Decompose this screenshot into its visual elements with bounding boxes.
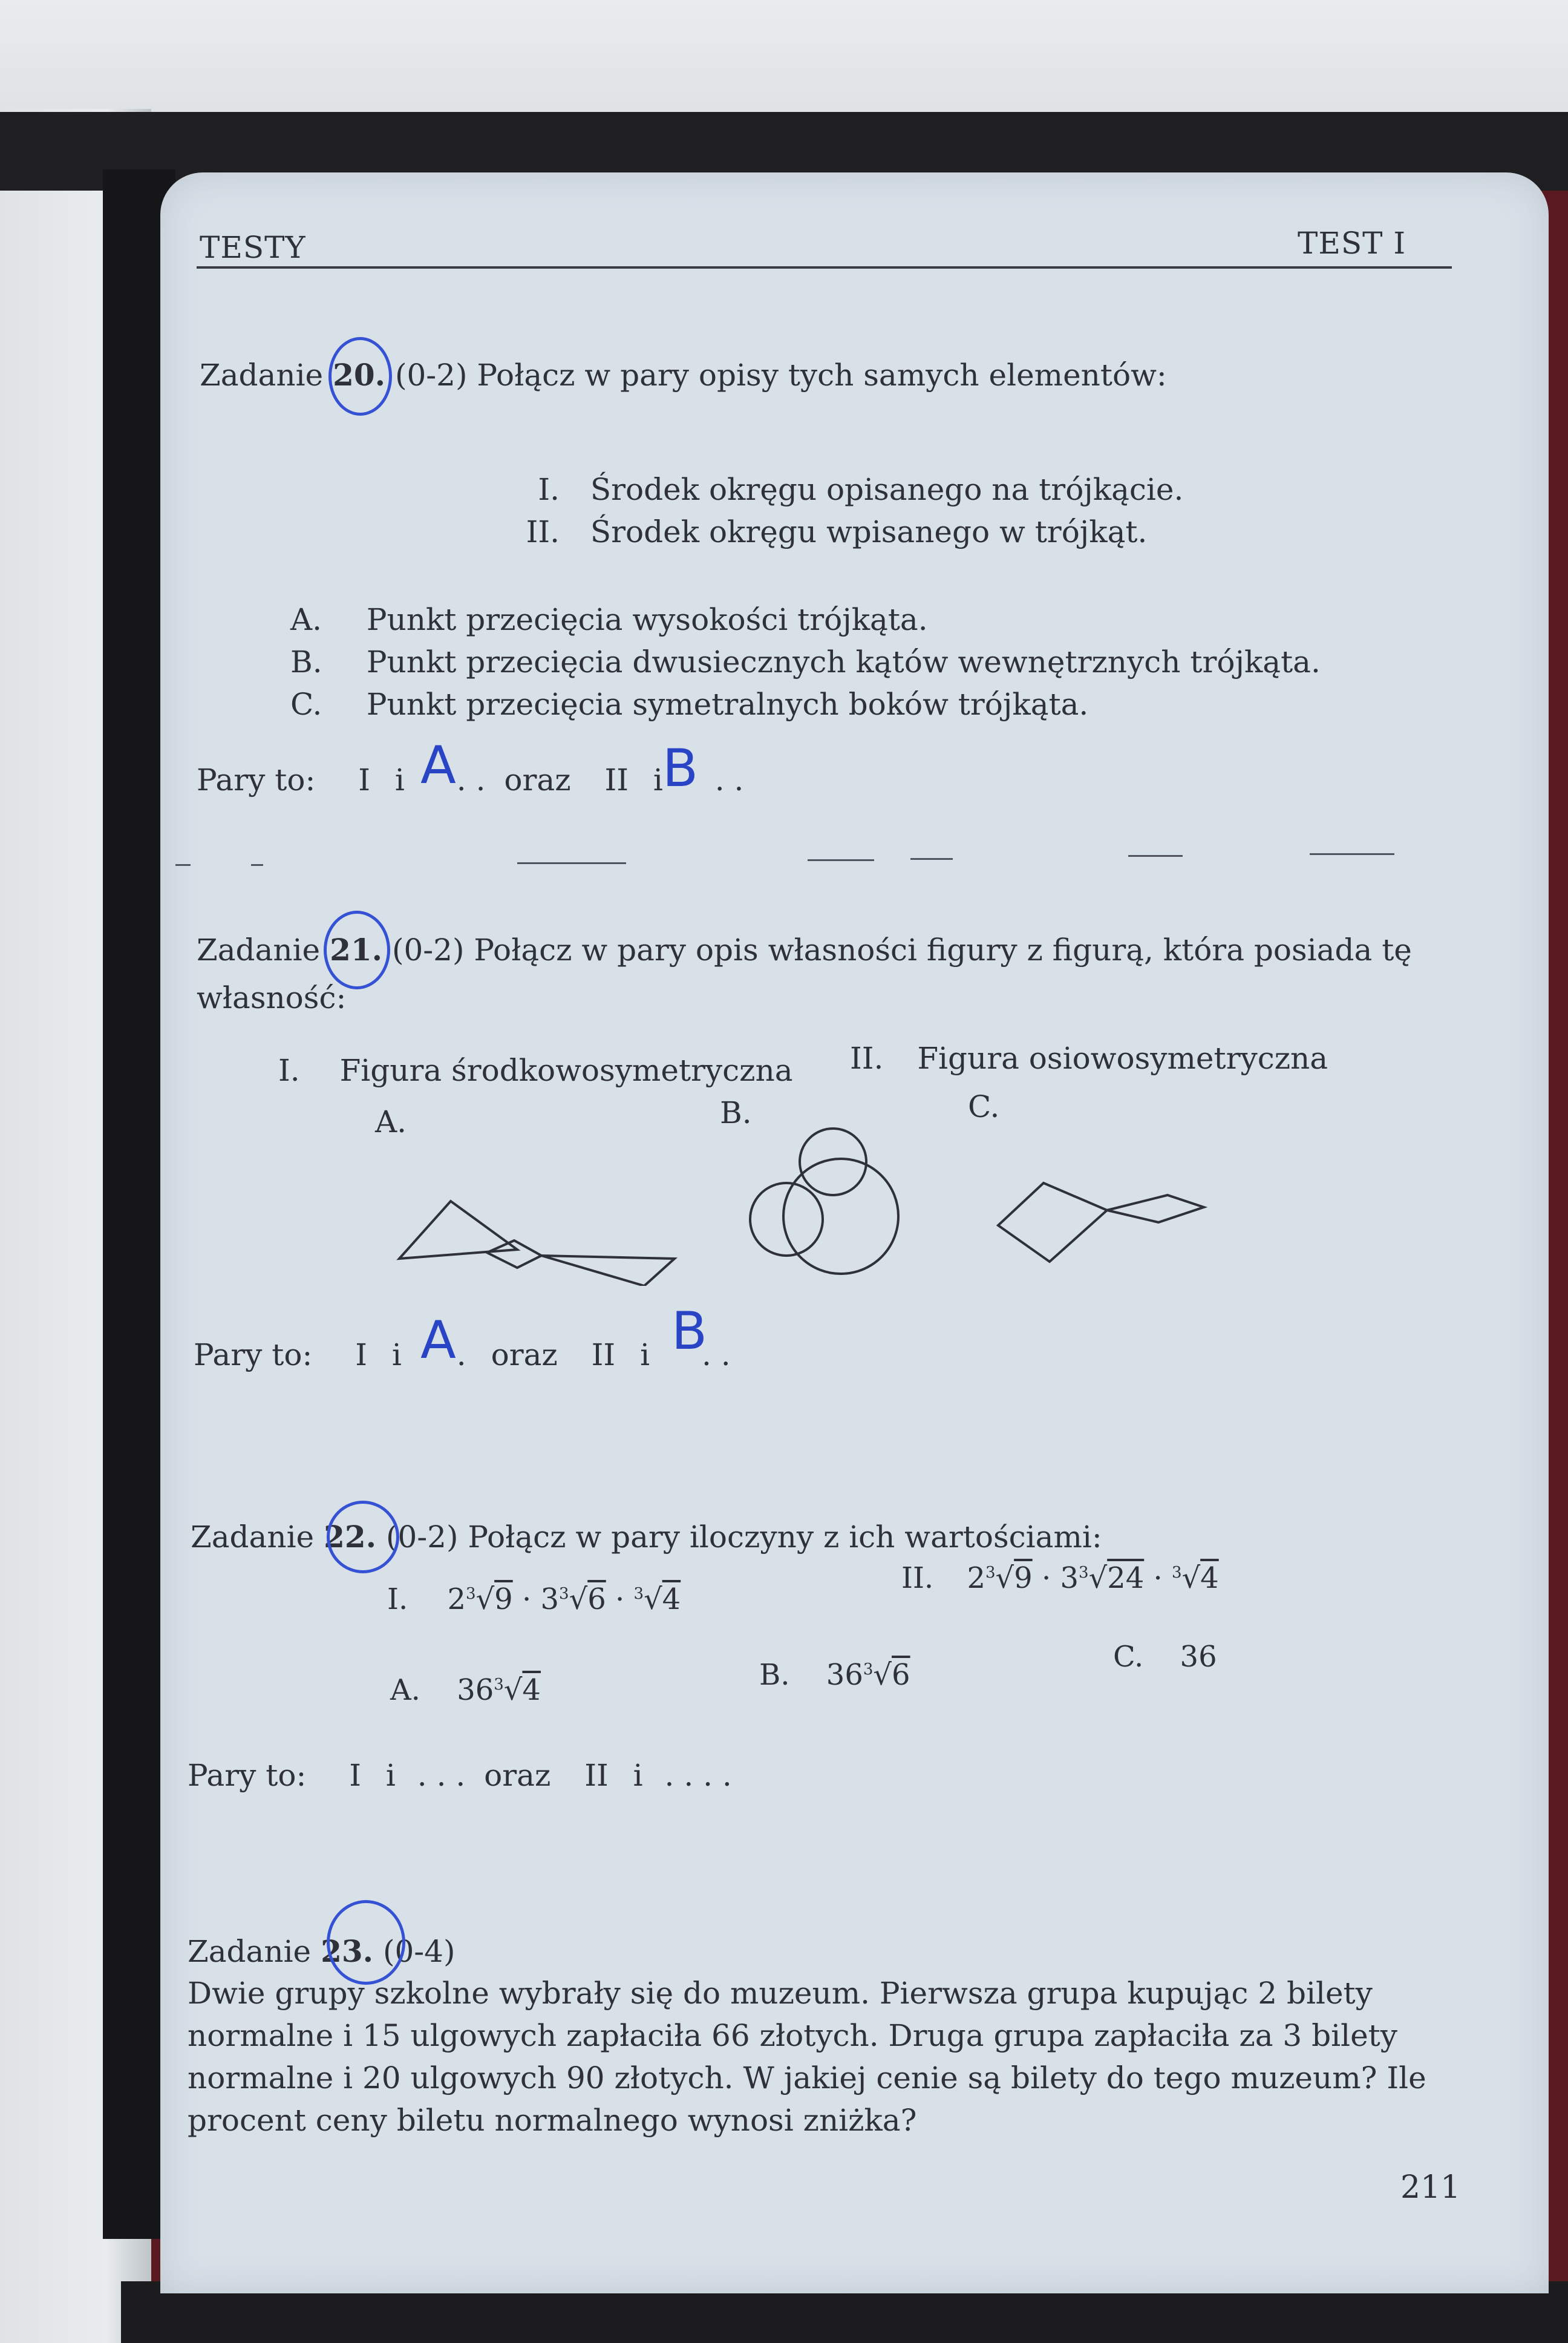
pen-circle-22: [327, 1501, 399, 1573]
figure-c-kites: [995, 1177, 1213, 1268]
task20-option-b: B. Punkt przecięcia dwusiecznych kątów wewnętrznych trójkąta.: [290, 644, 1321, 680]
task-label: Zadanie: [200, 358, 324, 393]
task20-option-a: A. Punkt przecięcia wysokości trójkąta.: [290, 602, 928, 637]
header-rule: [197, 266, 1452, 269]
task21-heading-line2: własność:: [197, 980, 347, 1015]
page-number: 211: [1400, 2169, 1461, 2206]
background-top: [0, 0, 1568, 121]
pen-circle-21: [324, 911, 390, 989]
pen-circle-20: [328, 337, 392, 416]
handwritten-answer-21-second: B: [671, 1301, 707, 1362]
task22-option-c: C. 36: [1113, 1640, 1217, 1674]
header-left: TESTY: [200, 230, 306, 265]
separator-dash: [175, 864, 191, 866]
separator-dash: [251, 864, 263, 866]
book-page: [160, 172, 1549, 2293]
handwritten-answer-20-first: A: [420, 735, 456, 796]
task20-roman-2: II. Środek okręgu wpisanego w trójkąt.: [526, 514, 1148, 549]
task21-property-1: I. Figura środkowosymetryczna: [278, 1053, 793, 1088]
task22-option-b: B. $36^3√6$: [759, 1658, 910, 1692]
handwritten-answer-20-second: B: [662, 738, 698, 799]
task23-heading: Zadanie 23. (0-4): [188, 1933, 456, 1969]
figure-a-triangles: [396, 1195, 687, 1286]
task-number: 20.: [333, 357, 386, 393]
task21-property-2: II. Figura osiowosymetryczna: [850, 1041, 1328, 1076]
separator-dash: [517, 862, 626, 864]
task23-line-1: Dwie grupy szkolne wybrały się do muzeum. Pierwsza grupa kupując 2 bilety: [188, 1976, 1373, 2011]
task22-product-2: II. $2^3√9 \cdot 3^3√24 \cdot ^3√4$: [901, 1561, 1219, 1595]
task23-line-3: normalne i 20 ulgowych 90 złotych. W jakiej cenie są bilety do tego muzeum? Ile: [188, 2060, 1426, 2096]
task22-pairs: Pary to: I i . . . oraz II i . . . .: [188, 1758, 732, 1793]
figure-label-a: A.: [375, 1104, 407, 1139]
task22-option-a: A. $36^3√4$: [390, 1673, 541, 1707]
separator-dash: [808, 859, 874, 861]
task-instruction: Połącz w pary opisy tych samych elementów:: [477, 358, 1167, 393]
separator-dash: [910, 858, 953, 860]
separator-dash: [1128, 855, 1183, 857]
task22-product-1: I. $2^3√9 \cdot 3^3√6 \cdot ^3√4$: [387, 1582, 681, 1616]
pen-circle-23: [327, 1900, 405, 1985]
figure-label-b: B.: [720, 1095, 752, 1130]
task23-line-2: normalne i 15 ulgowych zapłaciła 66 złotych. Druga grupa zapłaciła za 3 bilety: [188, 2018, 1398, 2053]
task20-roman-1: I. Środek okręgu opisanego na trójkącie.: [538, 472, 1184, 507]
task21-pairs: Pary to: I i . oraz II i . .: [194, 1337, 731, 1372]
figure-label-c: C.: [968, 1089, 1000, 1124]
task23-line-4: procent ceny biletu normalnego wynosi zniżka?: [188, 2103, 917, 2138]
header-right: TEST I: [1298, 226, 1406, 261]
task22-heading: Zadanie 22. (0-2) Połącz w pary iloczyny z ich wartościami:: [191, 1519, 1102, 1555]
task20-pairs: Pary to: I i . . oraz II i . .: [197, 762, 744, 798]
figure-b-circles: [741, 1126, 935, 1277]
task21-heading: Zadanie 21. (0-2) Połącz w pary opis własności figury z figurą, która posiada tę: [197, 932, 1412, 968]
handwritten-answer-21-first: A: [420, 1310, 456, 1371]
separator-dash: [1310, 853, 1394, 855]
task20-option-c: C. Punkt przecięcia symetralnych boków trójkąta.: [290, 687, 1089, 722]
task-points: (0-2): [394, 358, 468, 393]
